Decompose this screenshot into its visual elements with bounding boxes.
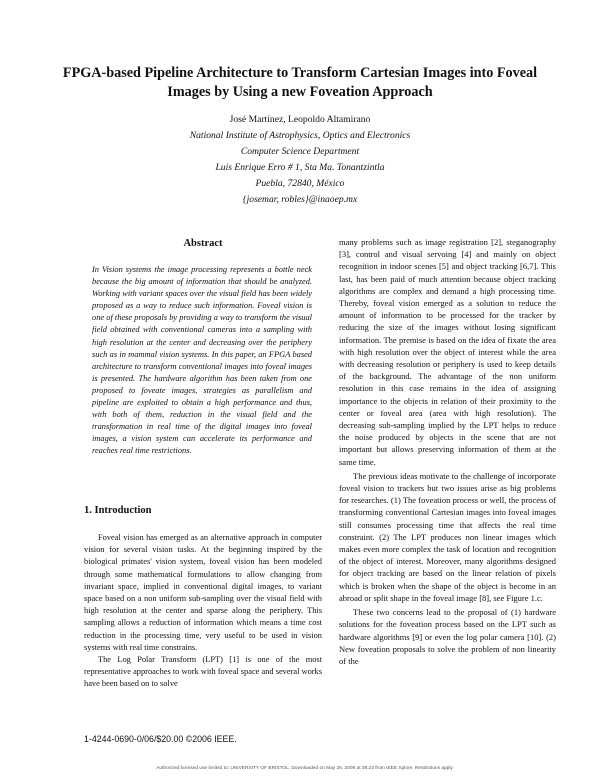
right-column-paragraph: The previous ideas motivate to the challenge of incorporate foveal vision to trackers but two issues arise as big problems for researches. (1) The foveation process or well, the process of transforming conventional Cartesian images into foveal images still consumes processing time that affects the real time constraint. (2) The LPT produces non linear images which makes even more complex the task of location and recognition of the object of interest. Moreover, many algorithms designed for object tracking are based on the linear relation of pixels which is broken when the shape of the object is become in an abroad or split shape in the foveal image [8], see Figure 1.c. xyxy=(339,470,556,603)
author-email: {josemar, robles}@inaoep.mx xyxy=(242,194,358,205)
introduction-body xyxy=(84,532,322,691)
download-footer: Authorized licensed use limited to: UNIVERSITY OF BRISTOL. Downloaded on May 25, 2009 at 08:23 from IEEE Xplore. Restrictions apply. xyxy=(156,766,454,771)
author-names: José Martínez, Leopoldo Altamirano xyxy=(229,114,371,125)
author-block xyxy=(150,112,450,208)
affiliation-department: Computer Science Department xyxy=(240,146,360,157)
copyright-notice: 1-4244-0690-0/06/$20.00 ©2006 IEEE. xyxy=(84,734,237,744)
abstract-heading: Abstract xyxy=(183,238,223,249)
introduction-paragraph: The Log Polar Transform (LPT) [1] is one of the most representative approaches to work with foveal space and several works have been based on to solve xyxy=(84,655,322,689)
affiliation-address: Luis Enrique Erro # 1, Sta Ma. Tonantzintla xyxy=(215,162,385,173)
affiliation-institute: National Institute of Astrophysics, Optics and Electronics xyxy=(189,130,411,141)
right-column-paragraph: These two concerns lead to the proposal of (1) hardware solutions for the foveation process based on the LPT such as hardware algorithms [9] or even the log polar camera [10]. (2) New foveation proposals to solve the problem of non linearity of the xyxy=(339,607,556,666)
abstract-text: In Vision systems the image processing represents a bottle neck because the big amount of information that should be analyzed. Working with variant spaces over the visual field has been widely proposed as a way to reduce such information. Foveal vision is one of these proposals by providing a way to transform the visual field obtained with conventional cameras into a sampling with high resolution at the center and decreasing over the periphery such as in mammal vision systems. In this paper, an FPGA based architecture to transform conventional images into foveal images is presented. The hardware algorithm has been taken from one proposed to foveate images, strategies as parallelism and pipeline are exploited to obtain a high performance and thus, with both of them, reduction in the visual field and the transformation in real time of the digital images into foveal images, a vision system can accelerate its performance and reaches real time restrictions. xyxy=(92,265,312,456)
paper-title: FPGA-based Pipeline Architecture to Transform Cartesian Images into Foveal Images by Using a new Foveation Approach xyxy=(62,65,538,100)
introduction-paragraph: Foveal vision has emerged as an alternative approach in computer vision for several vision tasks. At the beginning inspired by the biological primates' vision system, foveal vision has been modeled through some mathematical formulations to allow changing from invariant space, implied in conventional digital images, to variant space based on a non uniform sub-sampling over the visual field with high resolution at the center and sparse along the periphery. This sampling allows a reduction of information which means a time cost reduction in the processing time, very useful to be used in vision systems with real time constrains. xyxy=(84,533,322,652)
affiliation-city: Puebla, 72840, México xyxy=(255,178,345,189)
introduction-heading: 1. Introduction xyxy=(84,505,152,516)
right-column-paragraph: many problems such as image registration [2], steganography [3], control and visual servoing [4] and mainly on object recognition in indoor scenes [5] and object tracking [6,7]. This last, has been paid of much attention because object tracking algorithms are complex and demand a high processing time. Thereby, foveal vision emerged as a solution to reduce the amount of information to be processed for the tracker by reducing the size of the images without losing significant information. The premise is based on the idea of fixate the area with high resolution over the object of interest while the area with decreasing resolution or periphery is used to keep details of the background. The advantage of the non uniform resolution in this case remains in the idea of assigning importance to the objects in relation of their proximity to the center or foveal area (area with high resolution). The decreasing sub-sampling implied by the LPT helps to reduce the noise produced by objects in the scene that are not important but allows preserving information of them at the same time. xyxy=(339,237,556,467)
right-column xyxy=(339,236,556,669)
